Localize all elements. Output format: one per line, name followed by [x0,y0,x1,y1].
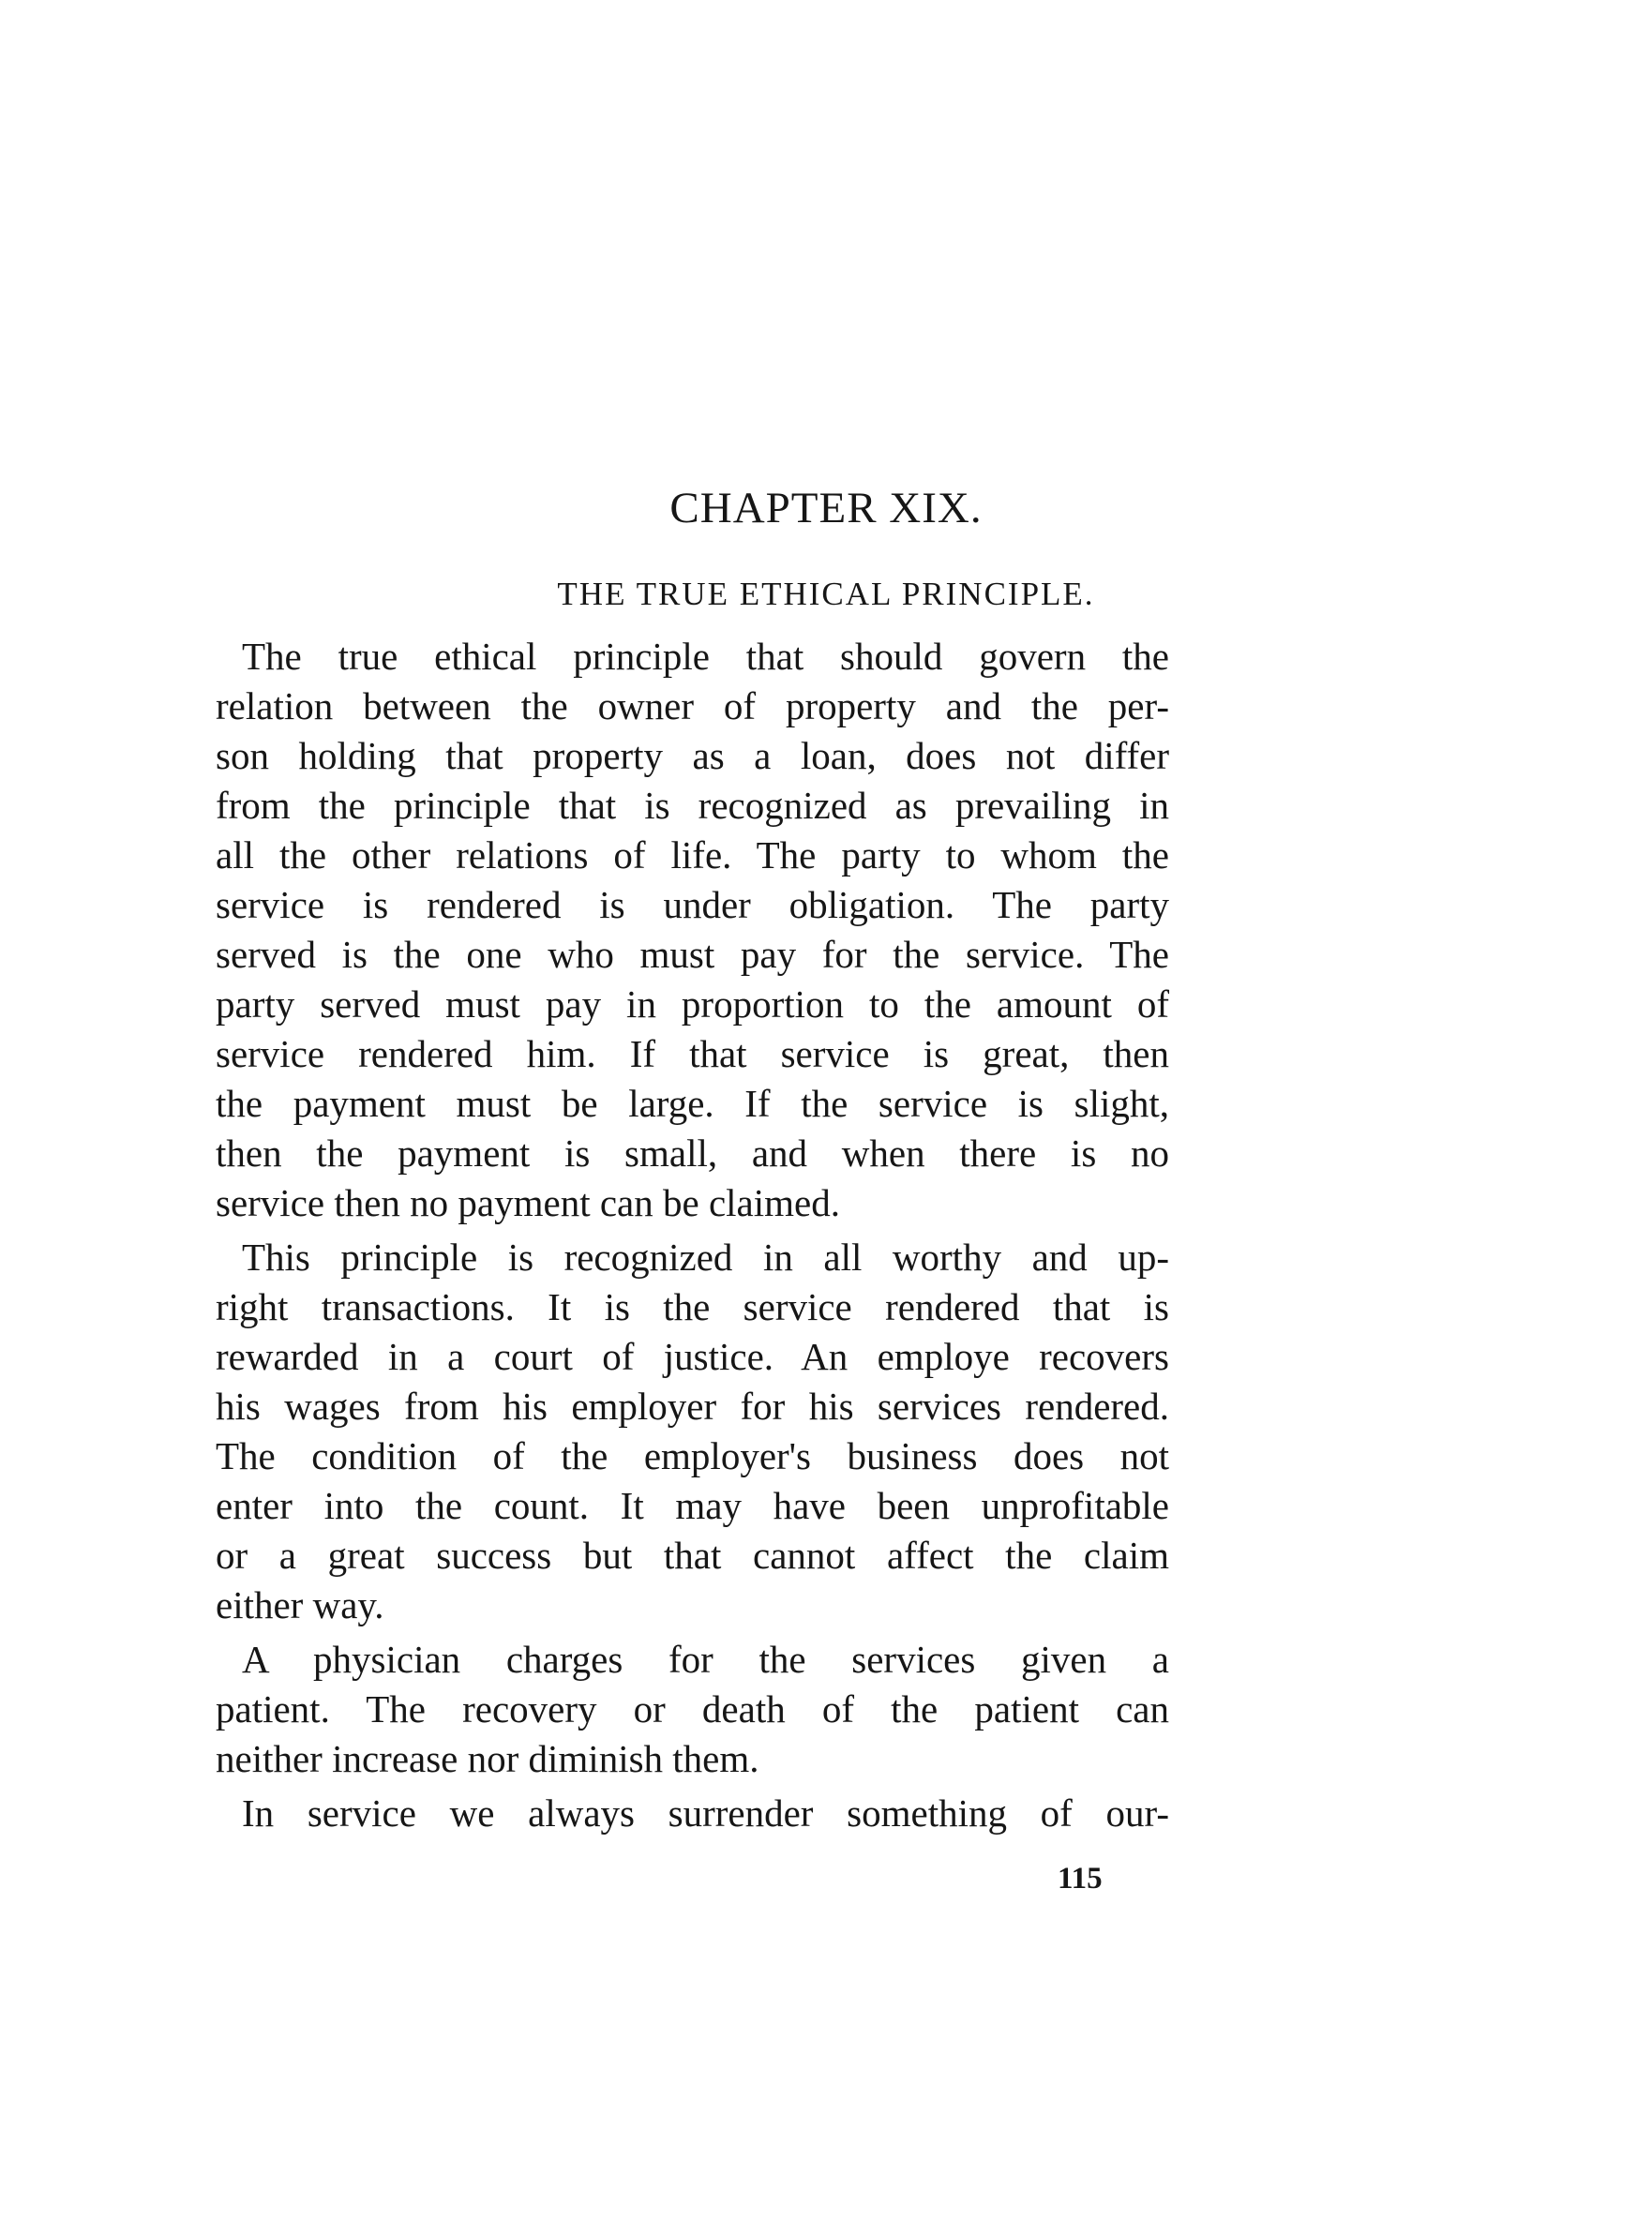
page-number: 115 [1058,1862,1103,1896]
text-line: In service we always surrender something of our- [242,1791,1169,1835]
text-line: son holding that property as a loan, does not differ [216,734,1169,777]
text-line: The condition of the employer's business does not [216,1434,1169,1477]
chapter-title: CHAPTER XIX. [669,484,983,532]
text-line: party served must pay in proportion to the amount of [216,982,1169,1026]
text-line: served is the one who must pay for the service. The [216,933,1169,976]
text-line: The true ethical principle that should govern the [242,635,1169,678]
section-title: THE TRUE ETHICAL PRINCIPLE. [557,576,1095,612]
text-line: This principle is recognized in all worthy and up- [242,1236,1169,1279]
text-line: either way. [216,1583,384,1626]
text-line: or a great success but that cannot affect the claim [216,1534,1169,1577]
paragraph-4 [216,1789,1169,1838]
text-line: service then no payment can be claimed. [216,1181,840,1224]
text-line: his wages from his employer for his services rendered. [216,1385,1169,1428]
text-line: patient. The recovery or death of the patient can [216,1687,1169,1731]
text-line: relation between the owner of property and the per- [216,684,1169,727]
text-line: rewarded in a court of justice. An employe recovers [216,1335,1169,1378]
text-line: neither increase nor diminish them. [216,1737,759,1780]
text-line: from the principle that is recognized as prevailing in [216,784,1169,827]
text-line: all the other relations of life. The party to whom the [216,833,1169,877]
text-line: A physician charges for the services given a [242,1638,1169,1681]
paragraph-3 [216,1635,1169,1784]
body-text [216,632,1169,1838]
text-line: then the payment is small, and when there is no [216,1131,1169,1175]
paragraph-1 [216,632,1169,1228]
text-line: service rendered him. If that service is great, then [216,1032,1169,1075]
text-line: enter into the count. It may have been unprofitable [216,1484,1169,1527]
paragraph-2 [216,1233,1169,1630]
text-line: service is rendered is under obligation. The party [216,883,1169,926]
text-line: right transactions. It is the service rendered that is [216,1285,1169,1328]
text-line: the payment must be large. If the service is slight, [216,1082,1169,1125]
